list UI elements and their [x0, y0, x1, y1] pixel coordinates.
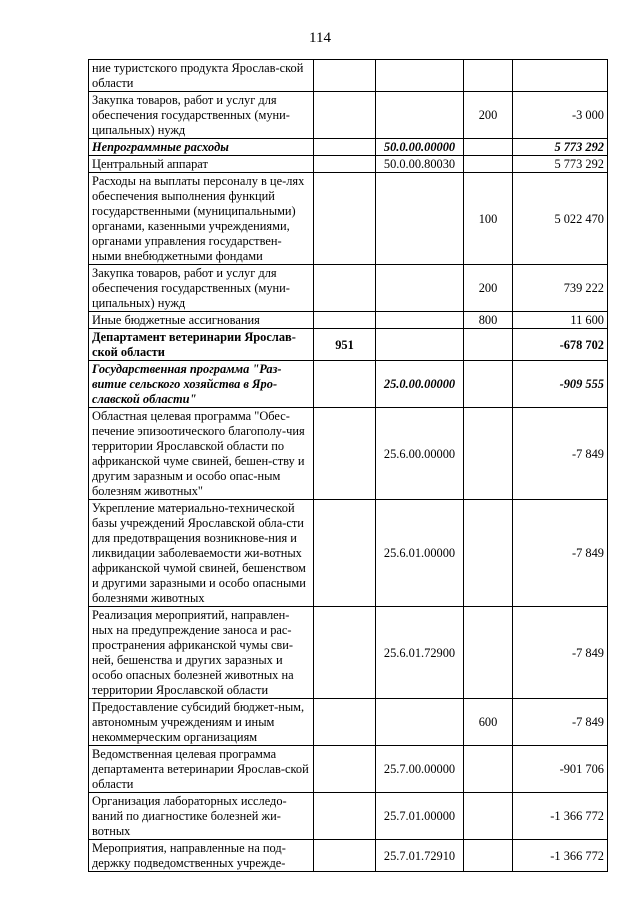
- row-amount-cell: -1 366 772: [513, 840, 608, 872]
- row-dept-code-cell: [314, 500, 376, 607]
- table-row: [89, 408, 608, 500]
- row-amount-cell: -1 366 772: [513, 793, 608, 840]
- table-row: [89, 60, 608, 92]
- row-target-code-cell: 50.0.00.80030: [376, 156, 464, 173]
- row-target-code-cell: [376, 60, 464, 92]
- row-amount-cell: [513, 60, 608, 92]
- table-row: [89, 173, 608, 265]
- row-amount-cell: -901 706: [513, 746, 608, 793]
- row-name-cell: Областная целевая программа "Обес-печение эпизоотического благополу-чия территории Ярославской области по африканской чуме свиней, бешен-ству и другим заразным и особо опас-ным болезням животных": [89, 408, 314, 500]
- row-name-cell: Центральный аппарат: [89, 156, 314, 173]
- row-dept-code-cell: [314, 746, 376, 793]
- row-name-cell: Расходы на выплаты персоналу в це-лях обеспечения выполнения функций государственными (муниципальными) органами, казенными учреждениями, органами управления государствен-ными внебюджетными фондами: [89, 173, 314, 265]
- row-target-code-cell: 25.7.00.00000: [376, 746, 464, 793]
- row-name-cell: Иные бюджетные ассигнования: [89, 312, 314, 329]
- row-expense-type-cell: 800: [464, 312, 513, 329]
- row-target-code-cell: 25.7.01.00000: [376, 793, 464, 840]
- row-expense-type-cell: [464, 139, 513, 156]
- table-row: [89, 793, 608, 840]
- row-dept-code-cell: [314, 607, 376, 699]
- row-target-code-cell: 25.6.01.72900: [376, 607, 464, 699]
- row-amount-cell: -7 849: [513, 699, 608, 746]
- row-expense-type-cell: [464, 361, 513, 408]
- table-row: [89, 361, 608, 408]
- row-expense-type-cell: 200: [464, 92, 513, 139]
- row-target-code-cell: [376, 329, 464, 361]
- row-dept-code-cell: [314, 840, 376, 872]
- row-dept-code-cell: [314, 699, 376, 746]
- row-dept-code-cell: [314, 92, 376, 139]
- row-expense-type-cell: [464, 793, 513, 840]
- row-expense-type-cell: [464, 840, 513, 872]
- table-row: [89, 746, 608, 793]
- row-name-cell: Реализация мероприятий, направлен-ных на предупреждение заноса и рас-пространения африканской чумы сви-ней, бешенства и других заразных и особо опасных болезней животных на территории Ярославской области: [89, 607, 314, 699]
- row-target-code-cell: [376, 173, 464, 265]
- row-dept-code-cell: [314, 312, 376, 329]
- table-row: [89, 312, 608, 329]
- row-expense-type-cell: [464, 746, 513, 793]
- row-dept-code-cell: [314, 139, 376, 156]
- row-amount-cell: -7 849: [513, 607, 608, 699]
- row-target-code-cell: [376, 92, 464, 139]
- row-dept-code-cell: [314, 173, 376, 265]
- row-dept-code-cell: 951: [314, 329, 376, 361]
- row-amount-cell: -678 702: [513, 329, 608, 361]
- row-expense-type-cell: 200: [464, 265, 513, 312]
- table-row: [89, 92, 608, 139]
- row-amount-cell: -909 555: [513, 361, 608, 408]
- row-dept-code-cell: [314, 408, 376, 500]
- row-amount-cell: -3 000: [513, 92, 608, 139]
- row-expense-type-cell: 600: [464, 699, 513, 746]
- table-row: [89, 840, 608, 872]
- row-amount-cell: 11 600: [513, 312, 608, 329]
- row-amount-cell: 5 022 470: [513, 173, 608, 265]
- row-name-cell: ние туристского продукта Ярослав-ской области: [89, 60, 314, 92]
- budget-table: [88, 59, 608, 872]
- row-name-cell: Закупка товаров, работ и услуг для обеспечения государственных (муни-ципальных) нужд: [89, 265, 314, 312]
- row-target-code-cell: 25.7.01.72910: [376, 840, 464, 872]
- row-dept-code-cell: [314, 265, 376, 312]
- page-number: 114: [309, 30, 331, 46]
- row-dept-code-cell: [314, 361, 376, 408]
- table-row: [89, 265, 608, 312]
- table-row: [89, 329, 608, 361]
- row-expense-type-cell: [464, 60, 513, 92]
- table-row: [89, 156, 608, 173]
- row-name-cell: Мероприятия, направленные на под-держку подведомственных учрежде-: [89, 840, 314, 872]
- row-amount-cell: -7 849: [513, 500, 608, 607]
- row-expense-type-cell: [464, 607, 513, 699]
- row-dept-code-cell: [314, 60, 376, 92]
- row-name-cell: Укрепление материально-технической базы учреждений Ярославской обла-сти для предотвращения возникнове-ния и ликвидации заболеваемости жи-вотных африканской чумой свиней, бешенством и другими заразными и особо опасными болезнями животных: [89, 500, 314, 607]
- budget-table-body: [89, 60, 608, 872]
- row-name-cell: Организация лабораторных исследо-ваний по диагностике болезней жи-вотных: [89, 793, 314, 840]
- row-dept-code-cell: [314, 156, 376, 173]
- row-target-code-cell: [376, 699, 464, 746]
- row-target-code-cell: 25.6.00.00000: [376, 408, 464, 500]
- row-name-cell: Предоставление субсидий бюджет-ным, автономным учреждениям и иным некоммерческим организациям: [89, 699, 314, 746]
- table-row: [89, 500, 608, 607]
- row-expense-type-cell: [464, 500, 513, 607]
- row-expense-type-cell: [464, 329, 513, 361]
- row-target-code-cell: 25.0.00.00000: [376, 361, 464, 408]
- row-target-code-cell: 50.0.00.00000: [376, 139, 464, 156]
- row-expense-type-cell: 100: [464, 173, 513, 265]
- row-name-cell: Департамент ветеринарии Ярослав-ской области: [89, 329, 314, 361]
- table-row: [89, 139, 608, 156]
- row-name-cell: Закупка товаров, работ и услуг для обеспечения государственных (муни-ципальных) нужд: [89, 92, 314, 139]
- row-expense-type-cell: [464, 408, 513, 500]
- row-name-cell: Ведомственная целевая программа департамента ветеринарии Ярослав-ской области: [89, 746, 314, 793]
- row-dept-code-cell: [314, 793, 376, 840]
- table-row: [89, 607, 608, 699]
- row-expense-type-cell: [464, 156, 513, 173]
- row-target-code-cell: [376, 312, 464, 329]
- row-name-cell: Непрограммные расходы: [89, 139, 314, 156]
- row-target-code-cell: 25.6.01.00000: [376, 500, 464, 607]
- row-amount-cell: 5 773 292: [513, 156, 608, 173]
- row-amount-cell: -7 849: [513, 408, 608, 500]
- row-amount-cell: 739 222: [513, 265, 608, 312]
- row-target-code-cell: [376, 265, 464, 312]
- row-amount-cell: 5 773 292: [513, 139, 608, 156]
- row-name-cell: Государственная программа "Раз-витие сельского хозяйства в Яро-славской области": [89, 361, 314, 408]
- table-row: [89, 699, 608, 746]
